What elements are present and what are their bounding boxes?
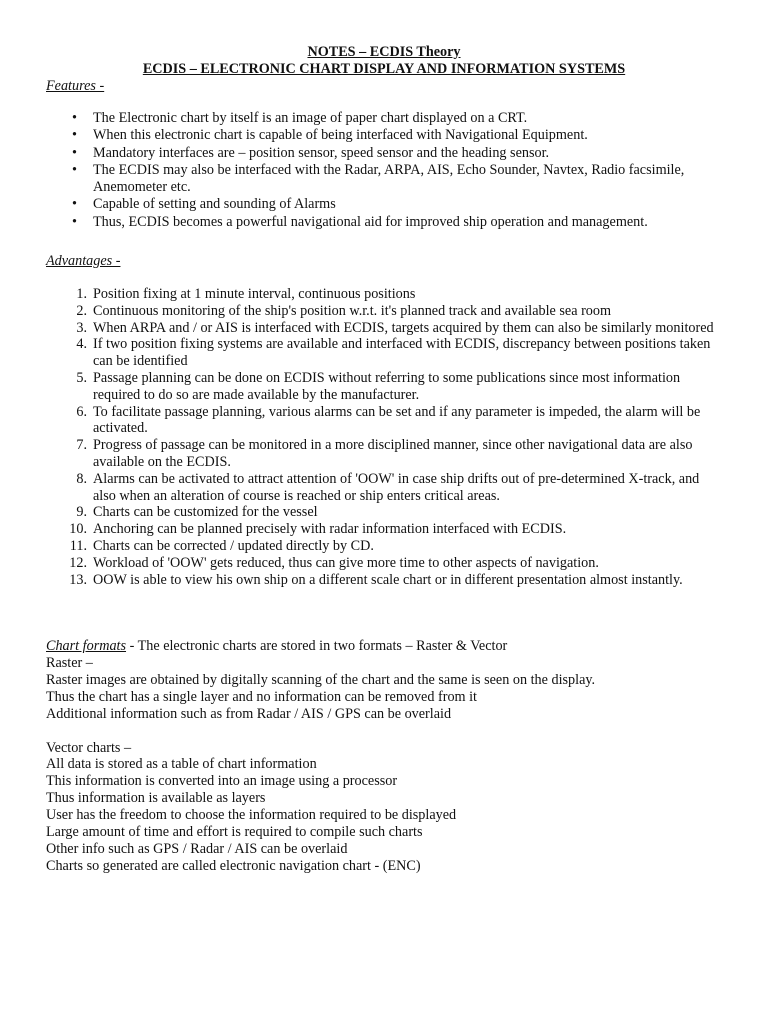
advantages-list xyxy=(0,286,722,588)
advantage-text: Passage planning can be done on ECDIS without referring to some publications since most information required to do so are made available by the manufacturer. xyxy=(93,369,681,403)
list-item xyxy=(0,286,722,303)
chart-formats-intro xyxy=(46,638,746,655)
advantage-text: Continuous monitoring of the ship's position w.r.t. it's planned track and available sea room xyxy=(93,302,612,319)
advantage-text: Workload of 'OOW' gets reduced, thus can give more time to other aspects of navigation. xyxy=(93,554,599,571)
vector-line: Charts so generated are called electronic navigation chart - (ENC) xyxy=(46,857,421,874)
bullet-icon: • xyxy=(72,161,77,178)
feature-text: Capable of setting and sounding of Alarms xyxy=(93,196,336,213)
advantages-heading: Advantages - xyxy=(46,253,121,269)
list-item xyxy=(0,437,722,471)
feature-text: Mandatory interfaces are – position sensor, speed sensor and the heading sensor. xyxy=(93,144,550,161)
vector-line: Thus information is available as layers xyxy=(46,790,266,807)
advantage-text: Position fixing at 1 minute interval, continuous positions xyxy=(93,286,416,302)
list-item xyxy=(0,303,722,320)
list-item xyxy=(0,538,722,555)
item-number: 3. xyxy=(76,319,87,336)
advantage-text: Charts can be customized for the vessel xyxy=(93,504,318,521)
item-number: 9. xyxy=(76,504,87,521)
chart-formats-heading: Chart formats xyxy=(46,638,127,654)
bullet-icon: • xyxy=(72,196,77,213)
item-number: 10. xyxy=(69,521,87,538)
features-list xyxy=(0,110,720,231)
advantage-text: Alarms can be activated to attract attention of 'OOW' in case ship drifts out of pre-determined X-track, and also when an alteration of course is reached or ship enters critical areas. xyxy=(93,470,700,504)
raster-heading: Raster – xyxy=(46,654,93,671)
vector-line: All data is stored as a table of chart information xyxy=(46,756,317,773)
item-number: 13. xyxy=(69,571,87,588)
item-number: 5. xyxy=(76,369,87,386)
advantage-text: OOW is able to view his own ship on a different scale chart or in different presentation almost instantly. xyxy=(93,571,683,588)
bullet-icon: • xyxy=(72,213,77,230)
raster-line: Additional information such as from Radar / AIS / GPS can be overlaid xyxy=(46,705,452,722)
title-block xyxy=(0,44,768,78)
raster-line: Thus the chart has a single layer and no information can be removed from it xyxy=(46,688,478,705)
feature-text: Thus, ECDIS becomes a powerful navigational aid for improved ship operation and management. xyxy=(93,213,648,230)
raster-line: Raster images are obtained by digitally scanning of the chart and the same is seen on the display. xyxy=(46,671,596,688)
item-number: 8. xyxy=(76,470,87,487)
advantage-text: If two position fixing systems are available and interfaced with ECDIS, discrepancy between positions taken can be identified xyxy=(93,336,711,370)
bullet-icon: • xyxy=(72,110,77,126)
list-item xyxy=(0,320,722,337)
vector-line: Other info such as GPS / Radar / AIS can be overlaid xyxy=(46,840,348,857)
item-number: 6. xyxy=(76,403,87,420)
chart-formats-intro-text: - The electronic charts are stored in two formats – Raster & Vector xyxy=(126,638,508,654)
document-title: NOTES – ECDIS Theory xyxy=(307,44,461,60)
item-number: 7. xyxy=(76,437,87,454)
advantage-text: To facilitate passage planning, various alarms can be set and if any parameter is impeded, the alarm will be activated. xyxy=(93,403,701,437)
features-heading: Features - xyxy=(46,78,105,94)
advantage-text: Anchoring can be planned precisely with radar information interfaced with ECDIS. xyxy=(93,521,567,538)
vector-line: User has the freedom to choose the information required to be displayed xyxy=(46,807,457,824)
document-subtitle: ECDIS – ELECTRONIC CHART DISPLAY AND INFORMATION SYSTEMS xyxy=(142,61,626,77)
list-item xyxy=(0,196,720,213)
chart-formats-section xyxy=(46,638,746,875)
list-item xyxy=(0,521,722,538)
list-item xyxy=(0,336,722,370)
bullet-icon: • xyxy=(72,127,77,144)
advantage-text: When ARPA and / or AIS is interfaced with ECDIS, targets acquired by them can also be similarly monitored xyxy=(93,319,714,336)
feature-text: The ECDIS may also be interfaced with the Radar, ARPA, AIS, Echo Sounder, Navtex, Radio facsimile, Anemometer etc. xyxy=(93,161,685,196)
feature-text: The Electronic chart by itself is an image of paper chart displayed on a CRT. xyxy=(93,110,528,126)
vector-line: Large amount of time and effort is required to compile such charts xyxy=(46,824,423,841)
list-item xyxy=(0,404,722,438)
advantage-text: Charts can be corrected / updated directly by CD. xyxy=(93,537,374,554)
list-item xyxy=(0,471,722,505)
section-spacer xyxy=(46,723,746,740)
item-number: 12. xyxy=(69,554,87,571)
list-item xyxy=(0,214,720,231)
list-item xyxy=(0,572,722,589)
feature-text: When this electronic chart is capable of being interfaced with Navigational Equipment. xyxy=(93,127,588,144)
advantage-text: Progress of passage can be monitored in a more disciplined manner, since other navigational data are also available on the ECDIS. xyxy=(93,437,693,470)
item-number: 11. xyxy=(69,537,87,554)
bullet-icon: • xyxy=(72,144,77,161)
list-item xyxy=(0,110,720,127)
list-item xyxy=(0,370,722,404)
vector-line: This information is converted into an image using a processor xyxy=(46,773,398,790)
item-number: 1. xyxy=(76,286,87,302)
list-item xyxy=(0,127,720,144)
list-item xyxy=(0,162,720,197)
vector-heading: Vector charts – xyxy=(46,739,132,756)
item-number: 4. xyxy=(76,336,87,353)
item-number: 2. xyxy=(76,302,87,319)
list-item xyxy=(0,504,722,521)
list-item xyxy=(0,145,720,162)
list-item xyxy=(0,555,722,572)
